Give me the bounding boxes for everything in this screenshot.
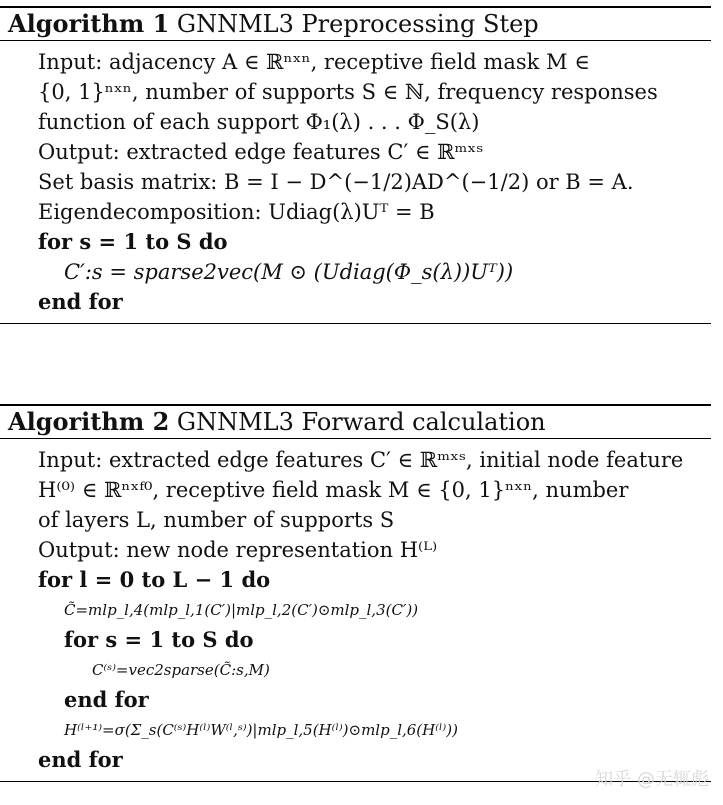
- algo1-line-body: C′:s = sparse2vec(M ⊙ (Udiag(Φ_s(λ))Uᵀ)): [64, 260, 514, 284]
- algo2-line-output: Output: new node representation H⁽ᴸ⁾: [38, 538, 438, 562]
- algorithm-2-title: [0, 406, 711, 438]
- watermark: 知乎 @无辄彪: [595, 769, 709, 790]
- algo2-line-cs: C⁽ˢ⁾=vec2sparse(C̃:s,M): [92, 661, 270, 679]
- algo2-line-for-s: for s = 1 to S do: [64, 627, 254, 652]
- algorithm-2: [0, 404, 711, 782]
- algo2-line-for-l: for l = 0 to L − 1 do: [38, 567, 271, 592]
- algo2-line-input-cont-2: of layers L, number of supports S: [38, 508, 395, 532]
- algo2-line-endfor-inner: end for: [64, 687, 149, 712]
- algo1-line-input-cont-1: {0, 1}ⁿˣⁿ, number of supports S ∈ ℕ, frequency responses: [38, 80, 658, 104]
- algo2-line-endfor-outer: end for: [38, 747, 123, 772]
- algo1-line-input-cont-2: function of each support Φ₁(λ) . . . Φ_S(λ): [38, 110, 480, 134]
- algo1-line-input: Input: adjacency A ∈ ℝⁿˣⁿ, receptive field mask M ∈: [38, 50, 590, 74]
- bottom-rule: [0, 323, 711, 324]
- algorithm-2-name: GNNML3 Forward calculation: [176, 408, 546, 436]
- algorithm-1-number: Algorithm 1: [8, 9, 170, 38]
- algo1-line-endfor: end for: [38, 289, 123, 314]
- algorithm-1: [0, 6, 711, 324]
- algo2-line-h-update: H⁽ˡ⁺¹⁾=σ(Σ_s(C⁽ˢ⁾H⁽ˡ⁾W⁽ˡ,ˢ⁾)|mlp_l,5(H⁽ˡ⁾)⊙mlp_l,6(H⁽ˡ⁾)): [64, 721, 458, 739]
- algo1-line-basis: Set basis matrix: B = I − D^(−1/2)AD^(−1/2) or B = A.: [38, 170, 634, 194]
- algo1-line-for: for s = 1 to S do: [38, 229, 228, 254]
- algorithm-1-body: [0, 41, 711, 323]
- algorithm-1-name: GNNML3 Preprocessing Step: [176, 10, 539, 38]
- algorithm-2-number: Algorithm 2: [8, 407, 170, 436]
- algo1-line-eigen: Eigendecomposition: Udiag(λ)Uᵀ = B: [38, 200, 435, 224]
- algorithm-1-title: [0, 8, 711, 40]
- algo2-line-input-cont-1: H⁽⁰⁾ ∈ ℝⁿˣᶠ⁰, receptive field mask M ∈ {0, 1}ⁿˣⁿ, number: [38, 478, 629, 502]
- algo2-line-input: Input: extracted edge features C′ ∈ ℝᵐˣˢ, initial node feature: [38, 448, 684, 472]
- algo1-line-output: Output: extracted edge features C′ ∈ ℝᵐˣˢ: [38, 140, 484, 164]
- algorithm-2-body: [0, 439, 711, 781]
- algo2-line-ctilde: C̃=mlp_l,4(mlp_l,1(C′)|mlp_l,2(C′)⊙mlp_l,3(C′)): [64, 601, 419, 619]
